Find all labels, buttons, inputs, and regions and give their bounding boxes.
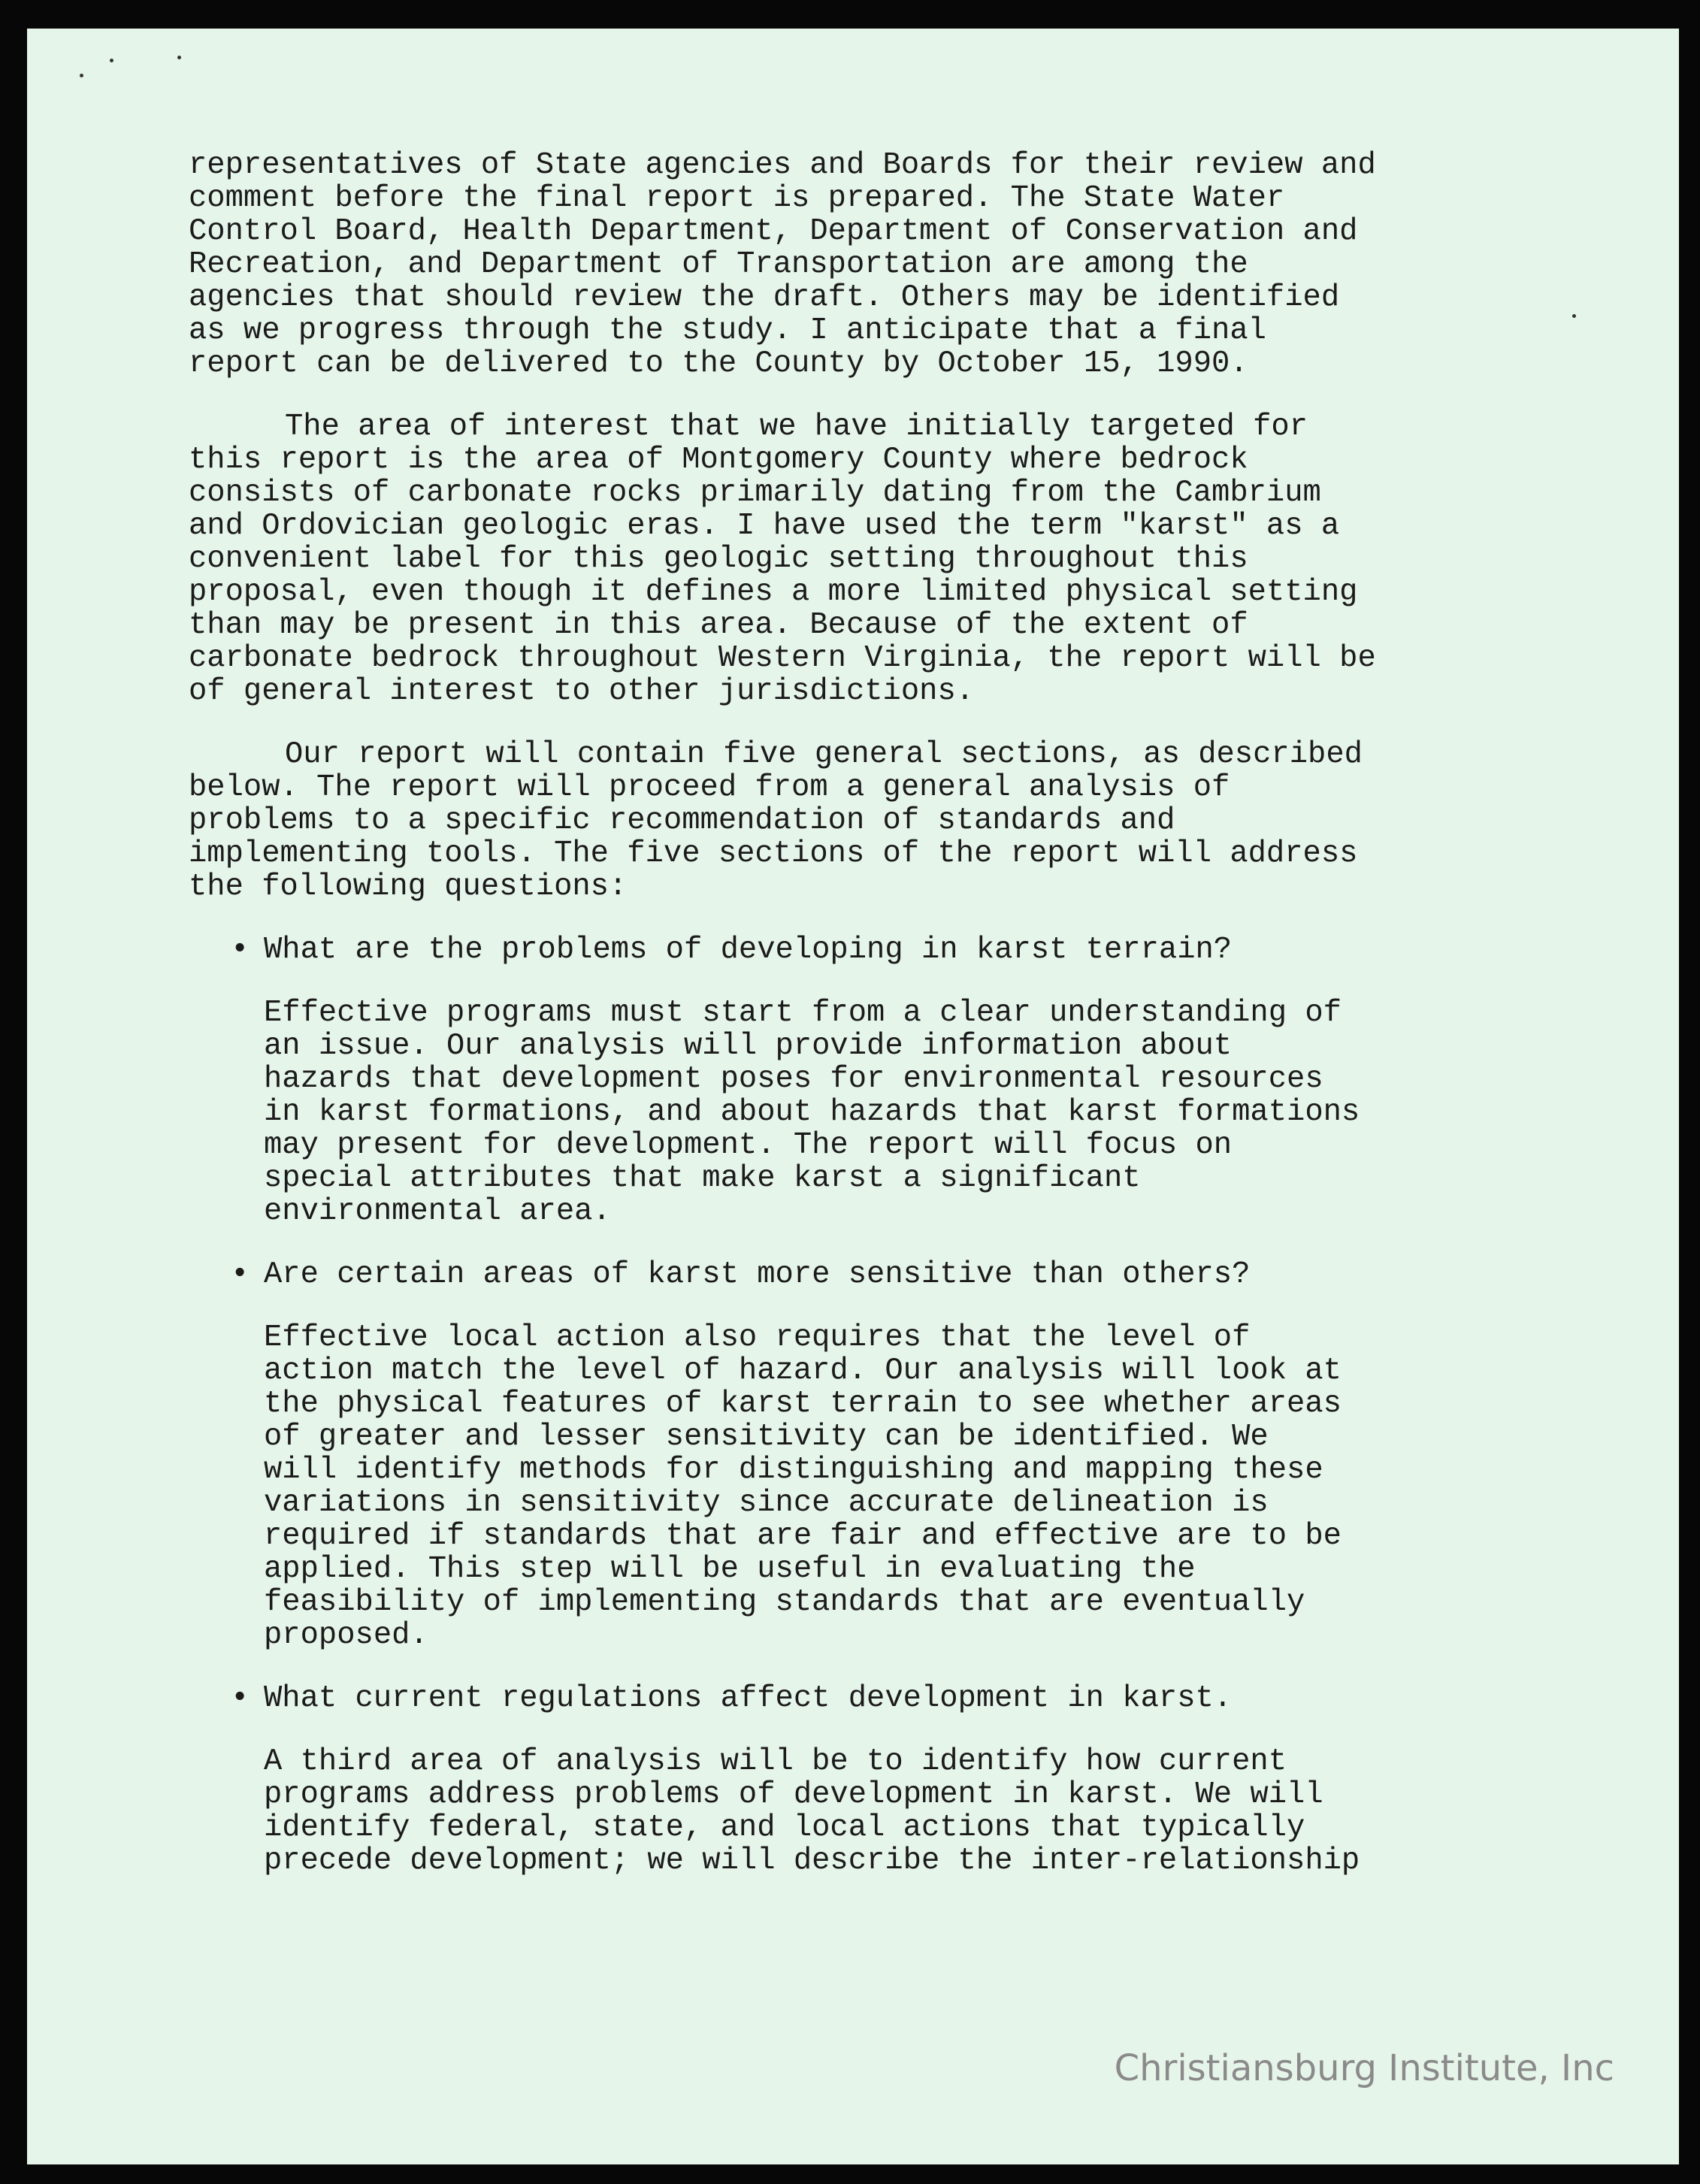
bullet-body: Effective local action also requires that the level of action match the level of hazard. Our analysis will look at the physical features of karst terrain to see whether areas of greater and lesser sensitivity can be identified. We will identify methods for distinguishing and mapping these variations in sensitivity since accurate delineation is required if standards that are fair and effective are to be applied. This step will be useful in evaluating the feasibility of implementing standards that are eventually proposed. (264, 1320, 1342, 1653)
paper-speck (80, 74, 83, 77)
paper-speck (110, 59, 113, 62)
bullet-question (231, 1681, 1526, 1716)
document-page (27, 29, 1679, 2164)
bullet-icon: • (231, 1257, 250, 1292)
bullet-body: A third area of analysis will be to identify how current programs address problems of development in karst. We will identify federal, state, and local actions that typically precede development; we will describe the inter-relationship (264, 1744, 1360, 1878)
document-body (189, 149, 1526, 1907)
paragraph-1: representatives of State agencies and Boards for their review and comment before the final report is prepared. The State Water Control Board, Health Department, Department of Conservation and Recreation, and Department of Transportation are among the agencies that should review the draft. Others may be identified as we progress through the study. I anticipate that a final report can be delivered to the County by October 15, 1990. (189, 148, 1376, 381)
bullet-body: Effective programs must start from a clear understanding of an issue. Our analysis will provide information about hazards that development poses for environmental resources in karst formations, and about hazards that karst formations may present for development. The report will focus on special attributes that make karst a significant environmental area. (264, 996, 1360, 1229)
bullet-question-text: Are certain areas of karst more sensitive than others? (264, 1257, 1251, 1292)
bullet-question-text: What are the problems of developing in karst terrain? (264, 933, 1233, 967)
bullet-item-2 (231, 1257, 1526, 1653)
bullet-item-1 (231, 933, 1526, 1229)
watermark: Christiansburg Institute, Inc (1114, 2047, 1614, 2089)
paragraph-3: Our report will contain five general sections, as described below. The report will proceed from a general analysis of problems to a specific recommendation of standards and implementing tools. The five sections of the report will address the following questions: (189, 737, 1363, 904)
paragraph-2: The area of interest that we have initially targeted for this report is the area of Montgomery County where bedrock consists of carbonate rocks primarily dating from the Cambrium and Ordovician geologic eras. I have used the term "karst" as a convenient label for this geologic setting throughout this proposal, even though it defines a more limited physical setting than may be present in this area. Because of the extent of carbonate bedrock throughout Western Virginia, the report will be of general interest to other jurisdictions. (189, 410, 1376, 709)
paper-speck (1572, 314, 1576, 318)
bullet-question (231, 1257, 1526, 1292)
paper-speck (177, 56, 181, 59)
bullet-item-3 (231, 1681, 1526, 1878)
bullet-question-text: What current regulations affect development in karst. (264, 1681, 1233, 1716)
bullet-question (231, 933, 1526, 967)
bullet-icon: • (231, 933, 250, 967)
bullet-icon: • (231, 1681, 250, 1716)
